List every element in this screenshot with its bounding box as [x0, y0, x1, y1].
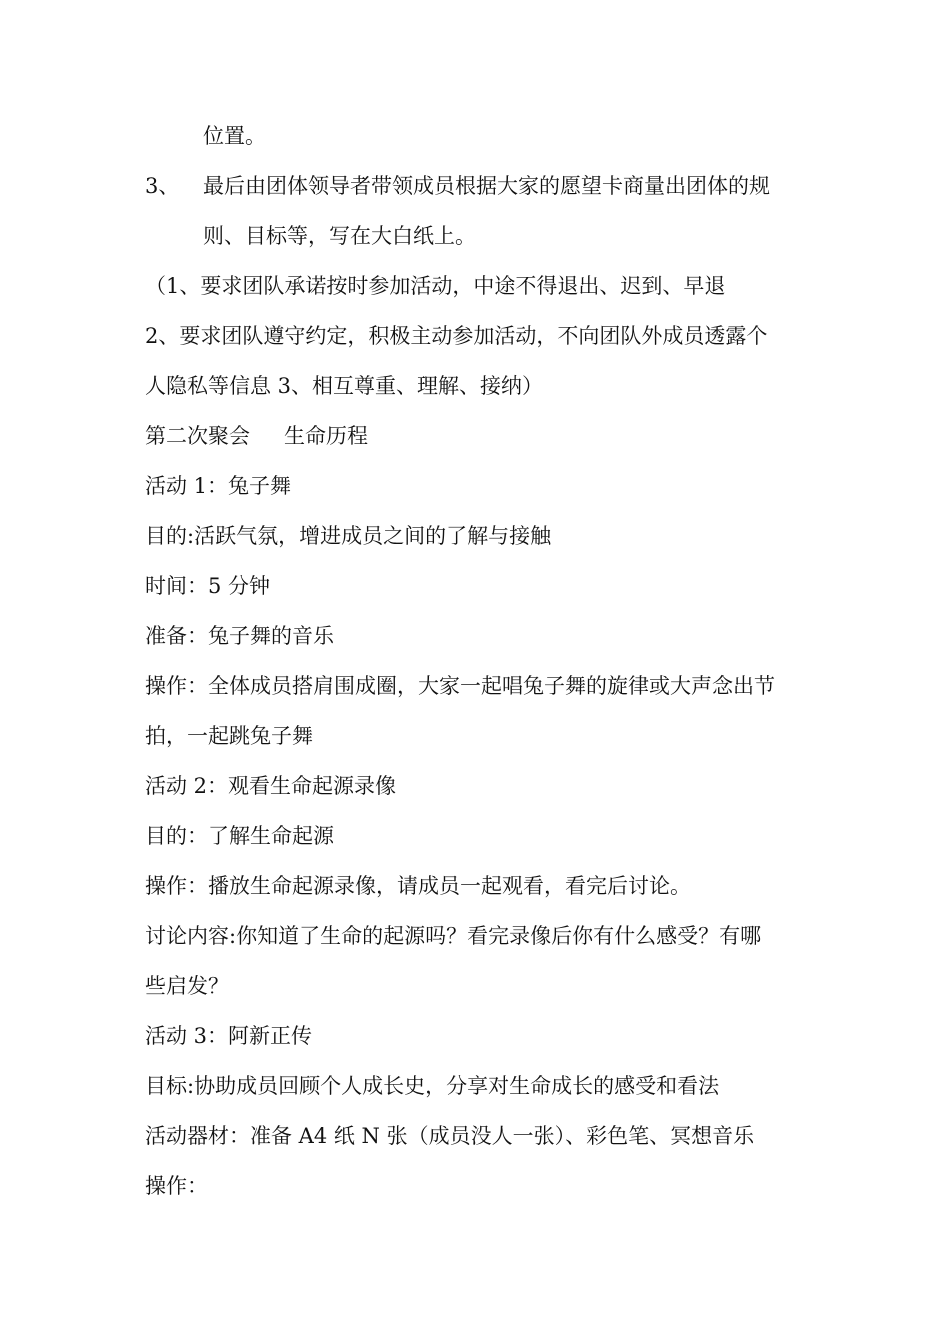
- text-line: 人隐私等信息 3、相互尊重、理解、接纳）: [145, 374, 544, 398]
- text-line: 目的:活跃气氛，增进成员之间的了解与接触: [145, 524, 552, 548]
- text-line: 最后由团体领导者带领成员根据大家的愿望卡商量出团体的规: [203, 174, 770, 198]
- session-label: 第二次聚会: [145, 424, 250, 448]
- activity-title: 活动 1：兔子舞: [145, 474, 292, 498]
- text-line: 操作：: [145, 1174, 208, 1198]
- activity-title: 活动 3：阿新正传: [145, 1024, 313, 1048]
- text-line: 操作：全体成员搭肩围成圈，大家一起唱兔子舞的旋律或大声念出节: [145, 674, 775, 698]
- section-heading: [145, 422, 368, 450]
- text-line: 拍，一起跳兔子舞: [145, 724, 313, 748]
- text-line: 则、目标等，写在大白纸上。: [203, 224, 476, 248]
- text-line: 些启发？: [145, 974, 229, 998]
- text-line: 操作：播放生命起源录像，请成员一起观看，看完后讨论。: [145, 874, 691, 898]
- text-line: 目的：了解生命起源: [145, 824, 334, 848]
- activity-title: 活动 2：观看生命起源录像: [145, 774, 397, 798]
- text-line: 目标:协助成员回顾个人成长史，分享对生命成长的感受和看法: [145, 1074, 720, 1098]
- text-line: 讨论内容:你知道了生命的起源吗？看完录像后你有什么感受？有哪: [145, 924, 762, 948]
- session-title: 生命历程: [284, 424, 368, 448]
- text-line: 准备：兔子舞的音乐: [145, 624, 334, 648]
- text-line: 活动器材：准备 A4 纸 N 张（成员没人一张）、彩色笔、冥想音乐: [145, 1124, 755, 1148]
- text-line: （1、要求团队承诺按时参加活动，中途不得退出、迟到、早退: [145, 274, 726, 298]
- text-line: 2、要求团队遵守约定，积极主动参加活动，不向团队外成员透露个: [145, 324, 768, 348]
- text-line: 时间：5 分钟: [145, 574, 271, 598]
- text-line: 位置。: [203, 124, 266, 148]
- list-number: 3、: [145, 174, 180, 198]
